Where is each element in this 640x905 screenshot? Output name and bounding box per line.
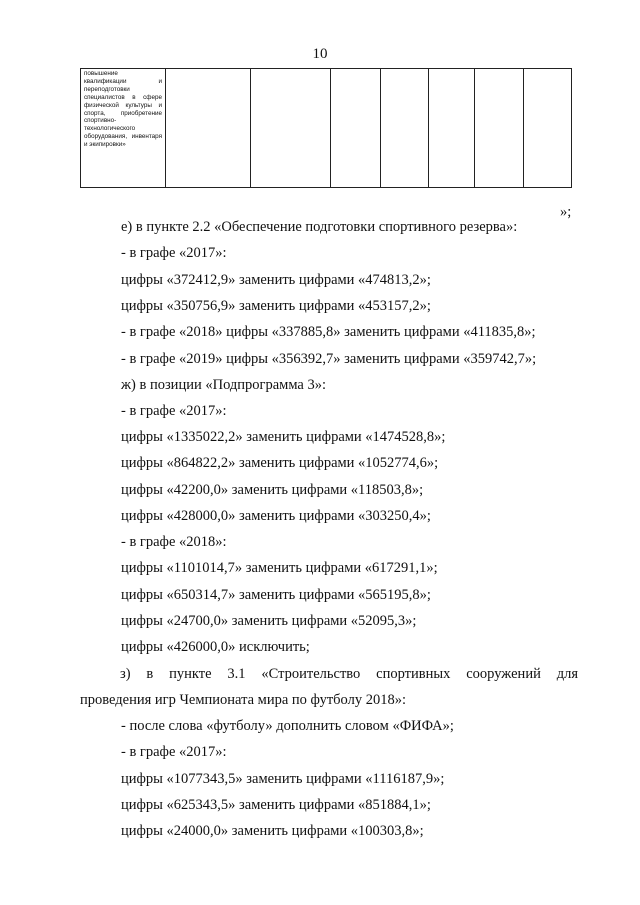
text-line: - в графе «2017»: <box>121 744 227 760</box>
text-line: цифры «372412,9» заменить цифрами «474813,2»; <box>121 272 431 288</box>
text-line: цифры «1077343,5» заменить цифрами «1116187,9»; <box>121 771 445 787</box>
table-cell <box>524 69 572 188</box>
text-line: ж) в позиции «Подпрограмма 3»: <box>121 377 327 393</box>
table-cell <box>475 69 524 188</box>
text-line: - в графе «2017»: <box>121 403 227 419</box>
text-line: - после слова «футболу» дополнить словом «ФИФА»; <box>121 718 454 734</box>
text-line: з) в пункте 3.1 «Строительство спортивных сооружений для <box>120 666 578 682</box>
text-line: цифры «625343,5» заменить цифрами «851884,1»; <box>121 797 431 813</box>
table-cell <box>381 69 429 188</box>
table-cell <box>429 69 475 188</box>
text-line: цифры «42200,0» заменить цифрами «118503,8»; <box>121 482 424 498</box>
text-line: - в графе «2017»: <box>121 245 227 261</box>
text-line: е) в пункте 2.2 «Обеспечение подготовки спортивного резерва»: <box>121 219 518 235</box>
text-line: цифры «24700,0» заменить цифрами «52095,3»; <box>121 613 417 629</box>
table-cell <box>251 69 331 188</box>
text-line: цифры «1335022,2» заменить цифрами «1474528,8»; <box>121 429 446 445</box>
text-line: цифры «350756,9» заменить цифрами «453157,2»; <box>121 298 431 314</box>
closing-quote: »; <box>560 204 572 220</box>
text-line: - в графе «2018»: <box>121 534 227 550</box>
text-line: проведения игр Чемпионата мира по футболу 2018»: <box>80 692 407 708</box>
text-line: цифры «650314,7» заменить цифрами «565195,8»; <box>121 587 431 603</box>
text-line: цифры «24000,0» заменить цифрами «100303,8»; <box>121 823 424 839</box>
text-line: цифры «1101014,7» заменить цифрами «617291,1»; <box>121 560 438 576</box>
table-cell-text: повышение квалификации и переподготовки специалистов в сфере физической культуры и спорта, приобретение спортивно-технологического оборудования, инвентаря и экипировки» <box>84 70 162 149</box>
text-line: цифры «864822,2» заменить цифрами «1052774,6»; <box>121 455 439 471</box>
table-cell <box>166 69 251 188</box>
continuation-table <box>80 68 572 188</box>
table-cell-description <box>81 69 166 188</box>
page-number: 10 <box>312 46 328 62</box>
table-cell <box>331 69 381 188</box>
text-line: - в графе «2019» цифры «356392,7» заменить цифрами «359742,7»; <box>121 351 537 367</box>
text-line: цифры «428000,0» заменить цифрами «303250,4»; <box>121 508 431 524</box>
text-line: цифры «426000,0» исключить; <box>121 639 310 655</box>
table-row <box>81 69 572 188</box>
text-line: - в графе «2018» цифры «337885,8» заменить цифрами «411835,8»; <box>121 324 536 340</box>
